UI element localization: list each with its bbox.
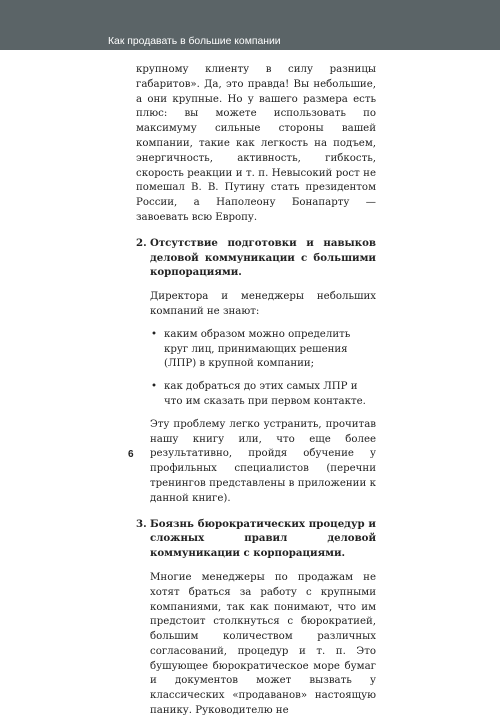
- item-after-paragraph: Эту проблему легко устранить, прочитав нашу книгу или, что еще более результативно, пройдя обучение у профильных специалистов (перечни тренингов представлены в приложении к данной книге).: [150, 418, 376, 504]
- bullet-item: [150, 380, 376, 410]
- intro-paragraph: крупному клиенту в силу разницы габаритов». Да, это правда! Вы небольшие, а они крупные. Но у вашего размера есть плюс: вы можете использовать по максимуму сильные стороны вашей компании, такие как легкость на подъем, энергичность, активность, гибкость, скорость реакции и т. п. Невысокий рост не помешал В. В. Путину стать президентом России, а Наполеону Бонапарту — завоевать всю Европу.: [136, 64, 376, 223]
- page-number: 6: [128, 449, 134, 460]
- list-item-2: [136, 236, 376, 507]
- item-paragraph: Многие менеджеры по продажам не хотят браться за работу с крупными компаниями, так как понимают, что им предстоит столкнуться с бюрократией, большим количеством различных согласований, процедур и т. п. Это бушующее бюрократическое море бумаг и документов может вызвать у классических «продаванов» настоящую панику. Руководителю не: [150, 571, 376, 717]
- header-bar: [0, 0, 500, 50]
- bullet-icon: •: [151, 328, 158, 340]
- bullet-icon: •: [151, 381, 158, 393]
- item-number: 2.: [136, 236, 147, 249]
- item-heading: Отсутствие подготовки и навыков деловой коммуникации с большими корпорациями.: [150, 236, 376, 279]
- bullet-text: как добраться до этих самых ЛПР и что им сказать при первом контакте.: [164, 381, 366, 407]
- item-number: 3.: [136, 517, 147, 530]
- list-item-3: [136, 517, 376, 719]
- bullet-list: [150, 328, 376, 410]
- item-lead: Директора и менеджеры небольших компаний не знают:: [150, 291, 376, 317]
- page-body: [136, 63, 376, 719]
- item-heading: Боязнь бюрократических процедур и сложных правил деловой коммуникации с корпорациями.: [150, 517, 376, 560]
- bullet-item: [150, 328, 376, 372]
- running-header-title: Как продавать в большие компании: [108, 36, 281, 47]
- bullet-text: каким образом можно определить круг лиц, принимающих решения (ЛПР) в крупной компании;: [164, 328, 351, 370]
